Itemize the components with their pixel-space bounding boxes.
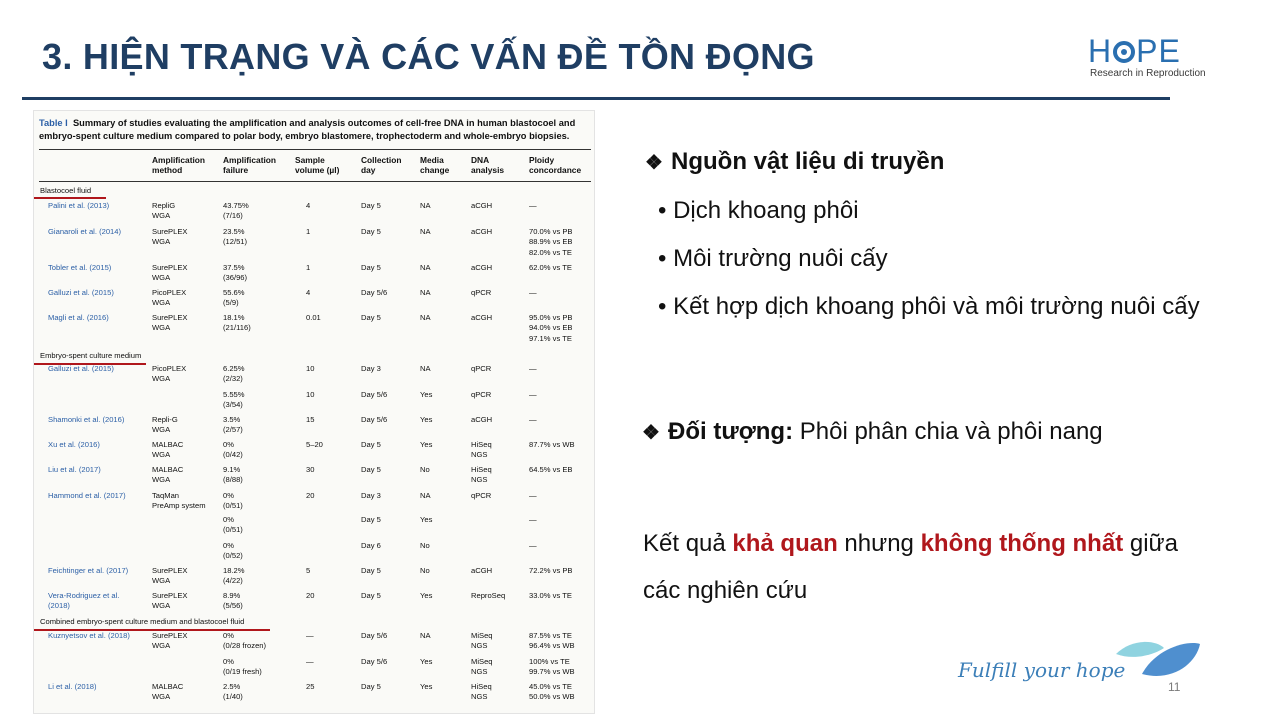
table-cell-dna: aCGH bbox=[471, 566, 493, 575]
table-cell-media: No bbox=[420, 541, 430, 550]
table-cell-dna: qPCR bbox=[471, 491, 492, 500]
result-line-1 bbox=[643, 530, 1178, 558]
table-cell-day: Day 5 bbox=[361, 227, 381, 236]
table-cell-dna: HiSeq NGS bbox=[471, 465, 492, 485]
table-cell-day: Day 5 bbox=[361, 682, 381, 691]
table-cell-method: PicoPLEX WGA bbox=[152, 288, 187, 308]
header-amp-method: Amplification method bbox=[152, 155, 206, 175]
leaf-logo-icon bbox=[1112, 634, 1204, 684]
table-cell-vol: — bbox=[306, 631, 314, 640]
bullet-dot-icon: • bbox=[658, 197, 667, 224]
table-cell-day: Day 5 bbox=[361, 263, 381, 272]
table-cell-ref: Gianaroli et al. (2014) bbox=[48, 227, 122, 236]
table-cell-failure: 5.55% (3/54) bbox=[223, 390, 245, 410]
header-media-change: Media change bbox=[420, 155, 450, 175]
table-cell-vol: 4 bbox=[306, 288, 311, 297]
table-cell-media: NA bbox=[420, 201, 431, 210]
table-cell-method: MALBAC WGA bbox=[152, 682, 184, 702]
table-cell-ploidy: 62.0% vs TE bbox=[529, 263, 572, 272]
table-cell-dna: aCGH bbox=[471, 263, 493, 272]
table-cell-ref: Xu et al. (2016) bbox=[48, 440, 100, 449]
table-cell-failure: 43.75% (7/16) bbox=[223, 201, 249, 221]
table-cell-ploidy: 33.0% vs TE bbox=[529, 591, 572, 600]
table-cell-ref: Liu et al. (2017) bbox=[48, 465, 101, 474]
table-cell-ploidy: 87.5% vs TE 96.4% vs WB bbox=[529, 631, 575, 651]
table-cell-dna: HiSeq NGS bbox=[471, 440, 492, 460]
table-cell-method: PicoPLEX WGA bbox=[152, 364, 187, 384]
table-cell-vol: 30 bbox=[306, 465, 315, 474]
table-cell-ploidy: — bbox=[529, 288, 537, 297]
table-cell-dna: aCGH bbox=[471, 201, 493, 210]
table-cell-day: Day 3 bbox=[361, 364, 381, 373]
table-cell-day: Day 5 bbox=[361, 465, 381, 474]
logo-wordmark bbox=[1088, 34, 1218, 68]
bullet-text-1: Dịch khoang phôi bbox=[673, 197, 859, 224]
header-sample-volume: Sample volume (µl) bbox=[295, 155, 340, 175]
table-cell-ref: Shamonki et al. (2016) bbox=[48, 415, 125, 424]
table-cell-media: Yes bbox=[420, 515, 433, 524]
table-cell-ploidy: 100% vs TE 99.7% vs WB bbox=[529, 657, 575, 677]
section-genetic-source bbox=[645, 148, 944, 176]
bullet-dot-icon: • bbox=[658, 293, 667, 320]
table-caption-text: Summary of studies evaluating the amplification and analysis outcomes of cell-free DNA in human blastocoel and embryo-spent culture medium compared to polar body, embryo blastomere, trophectoderm and whole-embryo biopsies. bbox=[39, 118, 576, 141]
table-cell-day: Day 5/6 bbox=[361, 631, 388, 640]
table-cell-ploidy: — bbox=[529, 491, 537, 500]
table-cell-method: SurePLEX WGA bbox=[152, 566, 188, 586]
table-cell-media: NA bbox=[420, 313, 431, 322]
table-cell-vol: 4 bbox=[306, 201, 311, 210]
table-cell-failure: 23.5% (12/51) bbox=[223, 227, 248, 247]
table-cell-method: MALBAC WGA bbox=[152, 440, 184, 460]
table-cell-ref: Magli et al. (2016) bbox=[48, 313, 109, 322]
table-cell-failure: 0% (0/28 frozen) bbox=[223, 631, 267, 651]
table-cell-vol: 20 bbox=[306, 491, 315, 500]
bullet-dot-icon: • bbox=[658, 245, 667, 272]
table-cell-media: NA bbox=[420, 364, 431, 373]
table-cell-ploidy: 64.5% vs EB bbox=[529, 465, 573, 474]
table-cell-method: Repli-G WGA bbox=[152, 415, 178, 435]
table-cell-ref: Li et al. (2018) bbox=[48, 682, 97, 691]
table-cell-vol: 1 bbox=[306, 227, 311, 236]
table-cell-ploidy: — bbox=[529, 390, 537, 399]
table-cell-dna: aCGH bbox=[471, 313, 493, 322]
subjects-text: Phôi phân chia và phôi nang bbox=[793, 418, 1103, 445]
table-cell-failure: 9.1% (8/88) bbox=[223, 465, 243, 485]
bullet-item-1 bbox=[658, 197, 859, 225]
logo-word-post: PE bbox=[1136, 33, 1181, 69]
table-cell-day: Day 5 bbox=[361, 591, 381, 600]
table-cell-failure: 37.5% (36/96) bbox=[223, 263, 248, 283]
table-cell-ploidy: 95.0% vs PB 94.0% vs EB 97.1% vs TE bbox=[529, 313, 573, 343]
table-caption-label: Table I bbox=[39, 118, 68, 128]
table-cell-failure: 0% (0/51) bbox=[223, 491, 243, 511]
section-culture-medium: Embryo-spent culture medium bbox=[40, 351, 142, 360]
table-cell-method: SurePLEX WGA bbox=[152, 263, 188, 283]
bullet-text-2: Môi trường nuôi cấy bbox=[673, 245, 888, 272]
table-cell-ref: Kuznyetsov et al. (2018) bbox=[48, 631, 130, 640]
table-cell-dna: MiSeq NGS bbox=[471, 631, 493, 651]
table-cell-day: Day 5/6 bbox=[361, 657, 388, 666]
table-header-rule bbox=[39, 181, 591, 182]
slide-title: 3. HIỆN TRẠNG VÀ CÁC VẤN ĐỀ TỒN ĐỌNG bbox=[42, 36, 815, 77]
table-cell-day: Day 6 bbox=[361, 541, 381, 550]
table-cell-failure: 0% (0/52) bbox=[223, 541, 243, 561]
table-cell-dna: aCGH bbox=[471, 415, 493, 424]
bullet-item-3 bbox=[658, 293, 1200, 321]
title-underline bbox=[22, 97, 1170, 100]
table-cell-ref: Hammond et al. (2017) bbox=[48, 491, 126, 500]
header-collection-day: Collection day bbox=[361, 155, 402, 175]
table-cell-day: Day 5 bbox=[361, 201, 381, 210]
table-cell-ref: Galluzi et al. (2015) bbox=[48, 288, 114, 297]
logo-tagline: Research in Reproduction bbox=[1090, 68, 1206, 79]
table-cell-ploidy: 87.7% vs WB bbox=[529, 440, 575, 449]
table-cell-media: No bbox=[420, 566, 430, 575]
table-cell-ref: Palini et al. (2013) bbox=[48, 201, 110, 210]
section-blastocoel: Blastocoel fluid bbox=[40, 186, 92, 195]
table-cell-dna: HiSeq NGS bbox=[471, 682, 492, 702]
table-cell-failure: 0% (0/51) bbox=[223, 515, 243, 535]
table-cell-failure: 18.1% (21/116) bbox=[223, 313, 251, 333]
table-cell-ref: Tobler et al. (2015) bbox=[48, 263, 112, 272]
table-cell-method: TaqMan PreAmp system bbox=[152, 491, 206, 511]
header-amp-failure: Amplification failure bbox=[223, 155, 277, 175]
hope-logo bbox=[1088, 34, 1218, 84]
result-pre: Kết quả bbox=[643, 530, 733, 557]
table-cell-failure: 0% (0/42) bbox=[223, 440, 243, 460]
result-highlight-positive: khả quan bbox=[732, 530, 838, 557]
logo-word-pre: H bbox=[1088, 33, 1113, 69]
table-cell-day: Day 5/6 bbox=[361, 415, 388, 424]
table-cell-ploidy: — bbox=[529, 364, 537, 373]
table-cell-day: Day 5 bbox=[361, 566, 381, 575]
bullet-text-3: Kết hợp dịch khoang phôi và môi trường nuôi cấy bbox=[673, 293, 1200, 320]
result-post: giữa bbox=[1123, 530, 1178, 557]
table-cell-ploidy: 45.0% vs TE 50.0% vs WB bbox=[529, 682, 575, 702]
table-cell-method: SurePLEX WGA bbox=[152, 631, 188, 651]
table-cell-failure: 6.25% (2/32) bbox=[223, 364, 245, 384]
table-cell-media: Yes bbox=[420, 657, 433, 666]
footer-slogan: Fulfill your hope bbox=[958, 658, 1126, 682]
eye-icon bbox=[1113, 41, 1135, 63]
table-cell-failure: 18.2% (4/22) bbox=[223, 566, 245, 586]
table-cell-failure: 8.9% (5/56) bbox=[223, 591, 243, 611]
table-cell-day: Day 5/6 bbox=[361, 390, 388, 399]
table-cell-day: Day 3 bbox=[361, 491, 381, 500]
table-cell-media: Yes bbox=[420, 390, 433, 399]
table-cell-vol: 5 bbox=[306, 566, 311, 575]
table-cell-vol: 10 bbox=[306, 364, 315, 373]
table-cell-day: Day 5 bbox=[361, 313, 381, 322]
table-cell-media: Yes bbox=[420, 415, 433, 424]
table-cell-dna: ReproSeq bbox=[471, 591, 506, 600]
table-cell-day: Day 5/6 bbox=[361, 288, 388, 297]
table-cell-dna: MiSeq NGS bbox=[471, 657, 493, 677]
table-cell-method: SurePLEX WGA bbox=[152, 591, 188, 611]
result-mid: nhưng bbox=[837, 530, 921, 557]
table-cell-media: NA bbox=[420, 263, 431, 272]
table-cell-ref: Galluzi et al. (2015) bbox=[48, 364, 114, 373]
table-cell-vol: 5–20 bbox=[306, 440, 323, 449]
table-cell-ref: Feichtinger et al. (2017) bbox=[48, 566, 129, 575]
table-cell-method: SurePLEX WGA bbox=[152, 313, 188, 333]
table-cell-media: Yes bbox=[420, 682, 433, 691]
table-cell-vol: 10 bbox=[306, 390, 315, 399]
table-cell-ploidy: — bbox=[529, 541, 537, 550]
table-cell-vol: — bbox=[306, 657, 314, 666]
table-cell-media: Yes bbox=[420, 591, 433, 600]
table-cell-ploidy: 72.2% vs PB bbox=[529, 566, 573, 575]
table-cell-dna: qPCR bbox=[471, 390, 492, 399]
table-cell-media: NA bbox=[420, 491, 431, 500]
diamond-bullet-icon: ❖ bbox=[645, 152, 663, 174]
table-cell-method: RepliG WGA bbox=[152, 201, 176, 221]
table-cell-ploidy: 70.0% vs PB 88.9% vs EB 82.0% vs TE bbox=[529, 227, 573, 257]
table-cell-media: NA bbox=[420, 288, 431, 297]
red-underline-blastocoel bbox=[34, 197, 106, 199]
table-cell-failure: 0% (0/19 fresh) bbox=[223, 657, 262, 677]
section-genetic-source-title: Nguồn vật liệu di truyền bbox=[671, 148, 945, 175]
table-cell-failure: 55.6% (5/9) bbox=[223, 288, 245, 308]
table-cell-vol: 1 bbox=[306, 263, 311, 272]
table-cell-media: Yes bbox=[420, 440, 433, 449]
bullet-item-2 bbox=[658, 245, 888, 273]
table-cell-failure: 3.5% (2/57) bbox=[223, 415, 243, 435]
table-cell-dna: qPCR bbox=[471, 364, 492, 373]
table-cell-dna: qPCR bbox=[471, 288, 492, 297]
result-line-2: các nghiên cứu bbox=[643, 577, 808, 604]
table-cell-vol: 25 bbox=[306, 682, 315, 691]
table-top-rule bbox=[39, 149, 591, 150]
table-cell-media: NA bbox=[420, 227, 431, 236]
section-combined: Combined embryo-spent culture medium and blastocoel fluid bbox=[40, 617, 245, 626]
table-cell-ploidy: — bbox=[529, 515, 537, 524]
studies-table-image bbox=[33, 110, 595, 714]
table-caption bbox=[39, 117, 591, 143]
table-cell-vol: 15 bbox=[306, 415, 315, 424]
section-subjects bbox=[642, 418, 1103, 446]
page-number: 11 bbox=[1168, 680, 1181, 694]
header-ploidy: Ploidy concordance bbox=[529, 155, 582, 175]
table-cell-dna: aCGH bbox=[471, 227, 493, 236]
diamond-bullet-icon: ❖ bbox=[642, 422, 660, 444]
table-cell-vol: 0.01 bbox=[306, 313, 321, 322]
table-cell-media: No bbox=[420, 465, 430, 474]
header-dna-analysis: DNA analysis bbox=[471, 155, 505, 175]
table-cell-ref: Vera-Rodriguez et al. (2018) bbox=[48, 591, 120, 611]
table-cell-media: NA bbox=[420, 631, 431, 640]
table-cell-day: Day 5 bbox=[361, 515, 381, 524]
table-cell-day: Day 5 bbox=[361, 440, 381, 449]
table-cell-method: SurePLEX WGA bbox=[152, 227, 188, 247]
table-cell-method: MALBAC WGA bbox=[152, 465, 184, 485]
result-highlight-inconsistent: không thống nhất bbox=[920, 530, 1124, 557]
table-cell-vol: 20 bbox=[306, 591, 315, 600]
subjects-label: Đối tượng: bbox=[668, 418, 794, 445]
table-cell-ploidy: — bbox=[529, 201, 537, 210]
table-cell-failure: 2.5% (1/40) bbox=[223, 682, 243, 702]
table-cell-ploidy: — bbox=[529, 415, 537, 424]
